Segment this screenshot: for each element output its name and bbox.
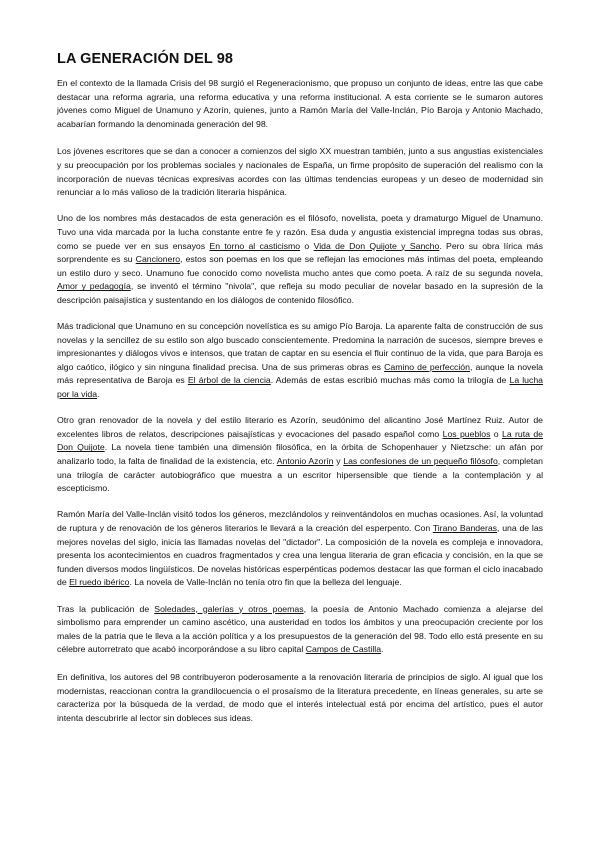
paragraph-conclusion (57, 671, 543, 725)
text: Uno de los nombres más destacados de esta generación es el filósofo, novelista, poeta y dramaturgo Miguel de Unamuno. Tuvo una vida marcada por la lucha constante entre fe y razón. Esa duda y angustia existencial impregna todas sus obras, como se puede ver en sus ensayos (57, 213, 543, 251)
text: En definitiva, los autores del 98 contribuyeron poderosamente a la renovación literaria de principios de siglo. Al igual que los modernistas, reaccionan contra la grandilocuencia o el prosaísmo de la literatura precedente, en líneas generales, su arte se caracteriza por la búsqueda de la verdad, de modo que el interés intelectual está por encima del artístico, pues el autor intenta descubrirle al lector sin dobleces sus ideas. (57, 671, 543, 723)
work-title-link: Cancionero (135, 254, 181, 265)
work-title-link: Camino de perfección (384, 361, 470, 372)
work-title-link: Las confesiones de un pequeño filósofo (343, 456, 498, 467)
work-title-link: La lucha por la vida (57, 375, 544, 400)
text: , aunque la novela más representativa de Baroja es (57, 361, 543, 386)
work-title-link: Antonio Azorín (276, 456, 334, 467)
paragraph-intro (57, 77, 543, 131)
text: Ramón María del Valle-Inclán visitó todos los géneros, mezclándolos y reinventándolos en muchas ocasiones. Así, la voluntad de ruptura y de renovación de los géneros literarios le llevará a la creación del esperpento. Con (57, 509, 543, 533)
text: En el contexto de la llamada Crisis del 98 surgió el Regeneracionismo, que propuso un conjunto de ideas, entre las que cabe destacar una reforma agraria, una reforma educativa y una reforma institucional. A esta corriente se le sumaron autores jóvenes como Miguel de Unamuno y Azorín, quienes, junto a Ramón María del Valle-Inclán, Pío Baroja y Antonio Machado, acabarían formando la denominada generación del 98. (57, 78, 543, 129)
text: . Pero su obra lírica más sorprendente es su (57, 240, 543, 265)
work-title-link: El árbol de la ciencia (187, 375, 271, 386)
text: . Además de estas escribió muchas más como la trilogía de (270, 375, 510, 386)
text: , estos son poemas en los que se reflejan las emociones más íntimas del poeta, empleando un estilo duro y seco. Unamuno fue conocido como novelista mucho antes que como poeta. A raíz de su segunda novela, (57, 254, 543, 278)
paragraph-machado (57, 603, 543, 657)
text: . (381, 644, 384, 655)
work-title-link: En torno al casticismo (209, 240, 301, 251)
text: , completan una trilogía de carácter autobiográfico que muestra a un escritor hipersensible que tiende a la contemplación y al escepticismo. (57, 456, 543, 494)
work-title-link: Los pueblos (442, 428, 491, 439)
paragraph-azorin (57, 414, 543, 496)
text: . La novela de Valle-Inclán no tenía otro fin que la belleza del lenguaje. (129, 577, 402, 588)
work-title-link: Vida de Don Quijote y Sancho (313, 240, 440, 251)
text: y (333, 456, 344, 467)
work-title-link: Amor y pedagogía (57, 281, 131, 292)
text: , una de las mejores novelas del siglo, inicia las llamadas novelas del "dictador". La composición de la novela es compleja e innovadora, presenta los acontecimientos en cuadros fragmentados y crea una lengua literaria de gran eficacia y concisión, en la que se funden diversos modos lingüísticos. De novelas históricas esperpénticas podemos destacar las que forman el ciclo inacabado de (57, 523, 544, 588)
text: . (97, 389, 100, 400)
paragraph-valle-inclan (57, 508, 543, 590)
paragraph-unamuno (57, 212, 543, 307)
work-title-link: Soledades, galerías y otros poemas (154, 603, 304, 614)
text: o (490, 428, 502, 439)
text: , la poesía de Antonio Machado comienza a alejarse del simbolismo para emprender un camino ascético, una austeridad en todos los ámbitos y una preocupación creciente por los males de la patria que le lleva a la acción política y a los presupuestos de la generación del 98. Todo ello está presente en su célebre autorretrato que acabó incorporándose a su libro capital (57, 603, 543, 655)
work-title-link: Tirano Banderas (432, 523, 498, 533)
text: , se inventó el término "nivola", que refleja su modo peculiar de novelar basado en la supresión de la descripción paisajística y sustentando en los diálogos de contenido filosófico. (57, 281, 543, 305)
work-title-link: El ruedo ibérico (69, 577, 130, 588)
text: Tras la publicación de (57, 603, 155, 614)
page-title: LA GENERACIÓN DEL 98 (57, 51, 234, 67)
text: Otro gran renovador de la novela y del estilo literario es Azorín, seudónimo del alicantino José Martínez Ruiz. Autor de excelentes libros de relatos, descripciones paisajísticas y evocaciones del pasado español como (57, 415, 543, 439)
paragraph-young-writers (57, 145, 543, 199)
text: o (300, 240, 314, 251)
text: . La novela tiene también una dimensión filosófica, en la órbita de Schopenhauer y Nietzsche: un afán por analizarlo todo, la falta de finalidad de la existencia, etc. (57, 442, 543, 467)
text: Más tradicional que Unamuno en su concepción novelística es su amigo Pío Baroja. La aparente falta de construcción de sus novelas y la sencillez de su estilo son algo buscado conscientemente. Predomina la narración de sucesos, siempre breves e impresionantes y diálogos vivos e intensos, que tratan de captar en su esencia el fluir continuo de la vida, que para Baroja es algo caótico, ilógico y sin ninguna finalidad precisa. Una de sus primeras obras es (57, 321, 543, 372)
text: Los jóvenes escritores que se dan a conocer a comienzos del siglo XX muestran también, junto a sus angustias existenciales y su preocupación por los problemas sociales y nacionales de España, un firme propósito de superación del realismo con la incorporación de nuevas técnicas expresivas acordes con las últimas tendencias europeas y un deseo de modernidad sin renunciar a lo más valioso de la tradición literaria hispánica. (57, 146, 543, 198)
paragraph-baroja (57, 320, 543, 402)
work-title-link: Campos de Castilla (305, 644, 382, 655)
work-title-link: La ruta de Don Quijote (57, 428, 543, 453)
